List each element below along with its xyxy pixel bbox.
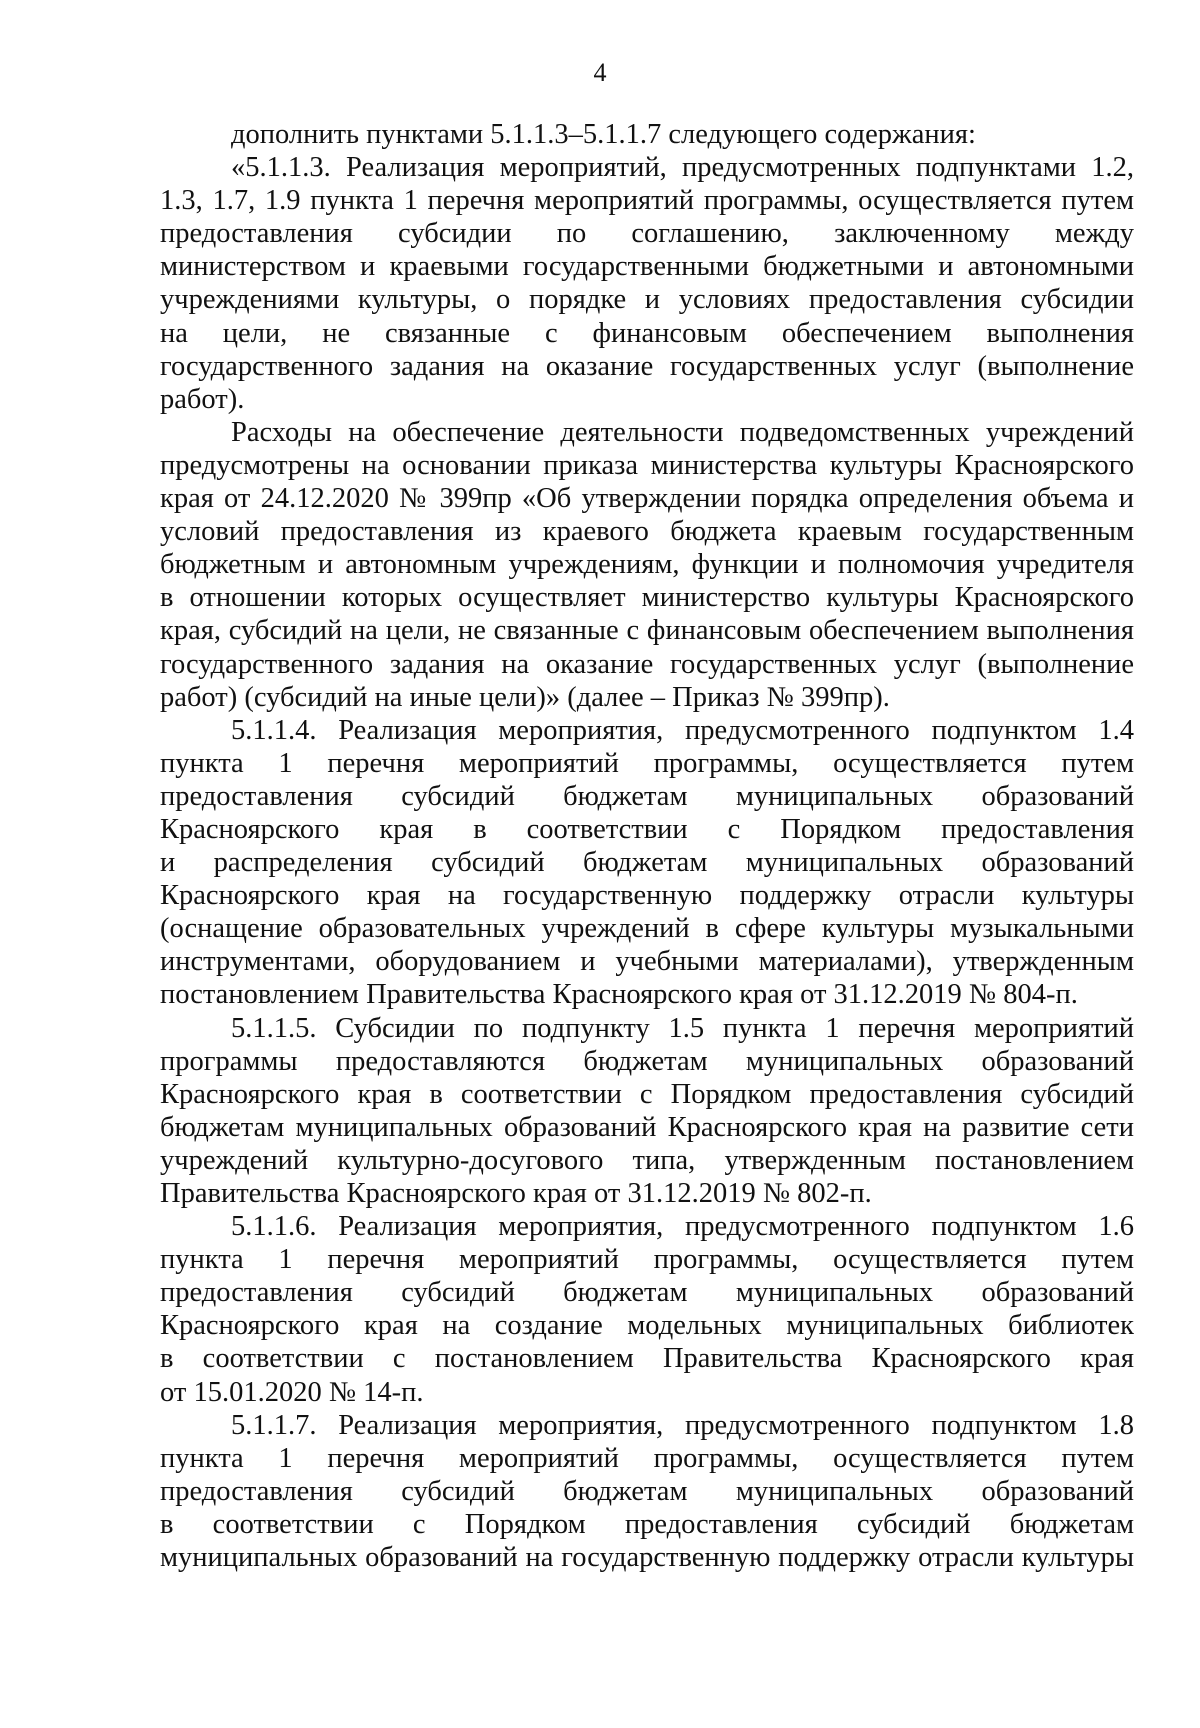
text-line: 1.3, 1.7, 1.9 пункта 1 перечня мероприятий программы, осуществляется путем <box>160 185 1134 217</box>
paragraph-5-1-1-3 <box>160 151 1134 416</box>
text-line: и распределения субсидий бюджетам муниципальных образований <box>160 847 1134 879</box>
text-line: учреждениями культуры, о порядке и условиях предоставления субсидии <box>160 284 1134 316</box>
text-line: Красноярского края на государственную поддержку отрасли культуры <box>160 880 1134 912</box>
text-line: края от 24.12.2020 № 399пр «Об утверждении порядка определения объема и <box>160 483 1134 515</box>
text-line: 5.1.1.7. Реализация мероприятия, предусмотренного подпунктом 1.8 <box>231 1409 1134 1441</box>
text-line: 5.1.1.5. Субсидии по подпункту 1.5 пункта 1 перечня мероприятий <box>231 1012 1134 1044</box>
paragraph-intro <box>160 118 1134 151</box>
paragraph-expenses <box>160 416 1134 714</box>
paragraph-5-1-1-5 <box>160 1012 1134 1211</box>
paragraph-5-1-1-6 <box>160 1210 1134 1409</box>
paragraph-5-1-1-4 <box>160 714 1134 1012</box>
text-line: пункта 1 перечня мероприятий программы, осуществляется путем <box>160 747 1134 779</box>
text-line: Красноярского края на создание модельных муниципальных библиотек <box>160 1310 1134 1342</box>
text-line: предоставления субсидии по соглашению, заключенному между <box>160 218 1134 250</box>
text-line: пункта 1 перечня мероприятий программы, осуществляется путем <box>160 1442 1134 1474</box>
text-line: 5.1.1.6. Реализация мероприятия, предусмотренного подпунктом 1.6 <box>231 1211 1134 1243</box>
text-line: Расходы на обеспечение деятельности подведомственных учреждений <box>231 416 1134 448</box>
text-line: постановлением Правительства Красноярского края от 31.12.2019 № 804-п. <box>160 979 1078 1011</box>
text-line: Правительства Красноярского края от 31.12.2019 № 802-п. <box>160 1178 872 1209</box>
text-line: пункта 1 перечня мероприятий программы, осуществляется путем <box>160 1244 1134 1276</box>
text-line: «5.1.1.3. Реализация мероприятий, предусмотренных подпунктами 1.2, <box>231 152 1134 184</box>
text-line: учреждений культурно-досугового типа, утвержденным постановлением <box>160 1144 1134 1176</box>
text-line: программы предоставляются бюджетам муниципальных образований <box>160 1045 1134 1077</box>
text-line: муниципальных образований на государственную поддержку отрасли культуры <box>160 1542 1134 1574</box>
text-line: работ) (субсидий на иные цели)» (далее – Приказ № 399пр). <box>160 681 890 713</box>
paragraph-5-1-1-7 <box>160 1409 1134 1574</box>
text-line: государственного задания на оказание государственных услуг (выполнение <box>160 350 1134 382</box>
text-line: края, субсидий на цели, не связанные с финансовым обеспечением выполнения <box>160 615 1134 647</box>
text-line: предоставления субсидий бюджетам муниципальных образований <box>160 1475 1134 1507</box>
text-line: предоставления субсидий бюджетам муниципальных образований <box>160 1277 1134 1309</box>
text-line: бюджетам муниципальных образований Красноярского края на развитие сети <box>160 1111 1134 1143</box>
text-line: условий предоставления из краевого бюджета краевым государственным <box>160 516 1134 548</box>
text-line: в соответствии с постановлением Правительства Красноярского края <box>160 1343 1134 1375</box>
text-line: предоставления субсидий бюджетам муниципальных образований <box>160 780 1134 812</box>
text-line: в отношении которых осуществляет министерство культуры Красноярского <box>160 582 1134 614</box>
text-line: в соответствии с Порядком предоставления субсидий бюджетам <box>160 1508 1134 1540</box>
text-line: Красноярского края в соответствии с Порядком предоставления <box>160 813 1134 845</box>
text-line: работ). <box>160 383 245 415</box>
text-line: бюджетным и автономным учреждениям, функции и полномочия учредителя <box>160 549 1134 581</box>
text-line: 5.1.1.4. Реализация мероприятия, предусмотренного подпунктом 1.4 <box>231 714 1134 746</box>
text-line: инструментами, оборудованием и учебными материалами), утвержденным <box>160 946 1134 978</box>
text-line: предусмотрены на основании приказа министерства культуры Красноярского <box>160 449 1134 481</box>
text-line: министерством и краевыми государственными бюджетными и автономными <box>160 251 1134 283</box>
text-line: Красноярского края в соответствии с Порядком предоставления субсидий <box>160 1078 1134 1110</box>
page-number: 4 <box>593 58 607 87</box>
document-body <box>160 118 1134 1574</box>
text-line: государственного задания на оказание государственных услуг (выполнение <box>160 648 1134 680</box>
text-line: на цели, не связанные с финансовым обеспечением выполнения <box>160 317 1134 349</box>
text-line: дополнить пунктами 5.1.1.3–5.1.1.7 следующего содержания: <box>231 119 976 150</box>
text-line: от 15.01.2020 № 14-п. <box>160 1376 424 1408</box>
text-line: (оснащение образовательных учреждений в сфере культуры музыкальными <box>160 913 1134 945</box>
